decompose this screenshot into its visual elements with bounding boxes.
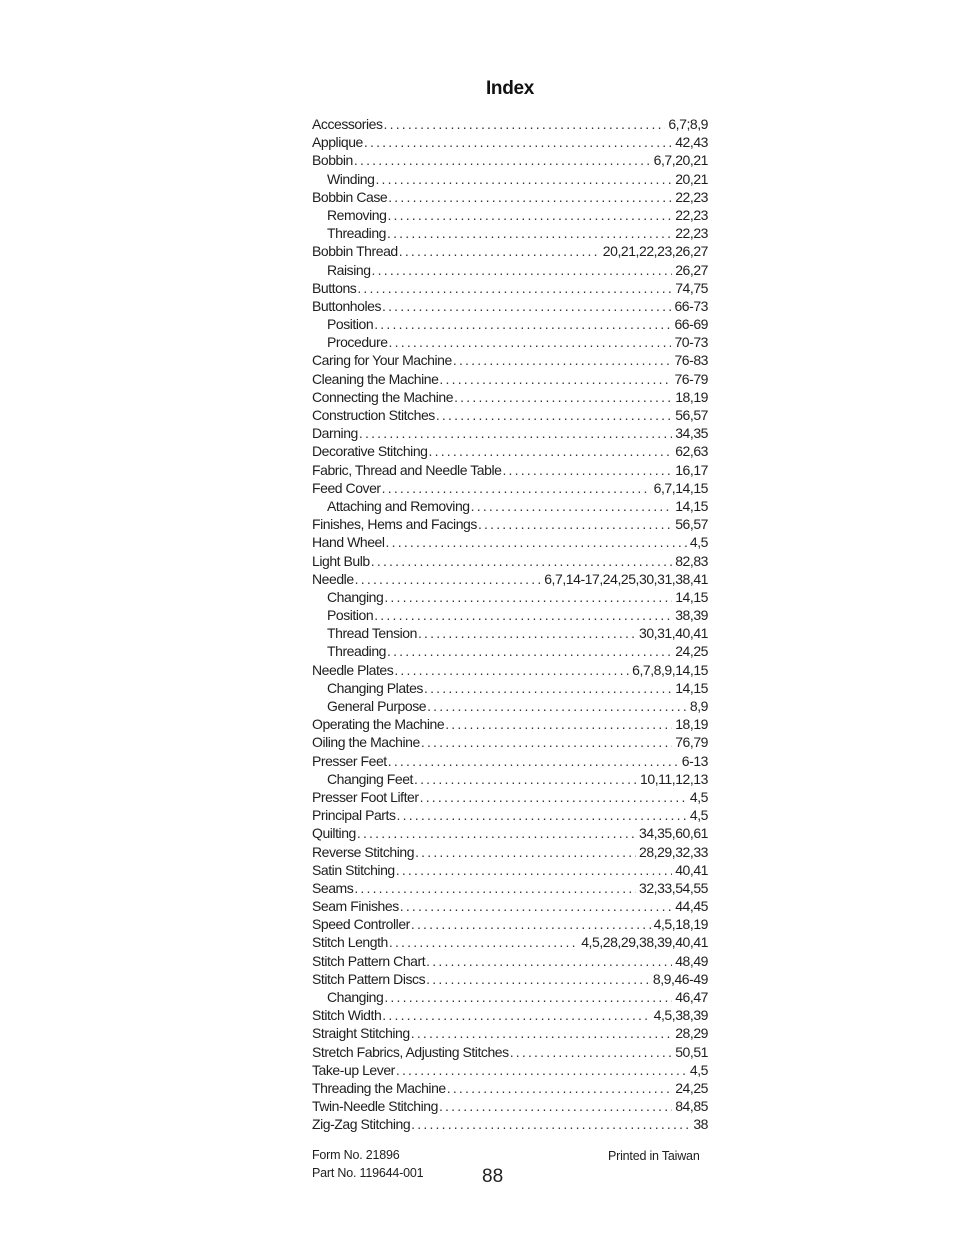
index-pages: 6,7,20,21 [653, 152, 708, 169]
index-entry [312, 351, 708, 369]
index-term: Zig-Zag Stitching [312, 1116, 411, 1133]
dot-leader [396, 861, 672, 879]
page-title: Index [485, 78, 535, 99]
index-pages: 20,21,22,23,26,27 [602, 243, 708, 260]
index-term: Feed Cover [312, 479, 381, 496]
dot-leader [374, 606, 672, 624]
index-term: Twin-Needle Stitching [312, 1098, 438, 1115]
index-entry [312, 297, 708, 315]
dot-leader [355, 570, 542, 588]
index-entry [312, 933, 708, 951]
index-pages: 6,7,14-17,24,25,30,31,38,41 [544, 570, 708, 587]
dot-leader [388, 752, 679, 770]
index-pages: 50,51 [675, 1043, 708, 1060]
index-term: Operating the Machine [312, 716, 445, 733]
dot-leader [453, 351, 672, 369]
index-term: Procedure [327, 334, 388, 351]
index-entry [312, 370, 708, 388]
index-subentry [312, 224, 708, 242]
dot-leader [372, 261, 673, 279]
index-entry [312, 661, 708, 679]
index-pages: 48,49 [675, 952, 708, 969]
index-pages: 14,15 [675, 588, 708, 605]
dot-leader [454, 388, 672, 406]
index-term: Thread Tension [327, 625, 417, 642]
index-subentry [312, 333, 708, 351]
dot-leader [389, 933, 578, 951]
index-term: Caring for Your Machine [312, 352, 452, 369]
index-term: Needle [312, 570, 354, 587]
index-pages: 30,31,40,41 [638, 625, 708, 642]
index-term: Fabric, Thread and Needle Table [312, 461, 502, 478]
index-entry [312, 188, 708, 206]
dot-leader [510, 1043, 673, 1061]
index-pages: 66-69 [674, 316, 708, 333]
index-term: Seam Finishes [312, 898, 399, 915]
index-subentry [312, 170, 708, 188]
index-pages: 14,15 [675, 679, 708, 696]
index-subentry [312, 679, 708, 697]
index-pages: 14,15 [675, 497, 708, 514]
index-entry [312, 897, 708, 915]
index-entry [312, 533, 708, 551]
index-subentry [312, 606, 708, 624]
index-pages: 76-83 [674, 352, 708, 369]
index-entry [312, 843, 708, 861]
printed-in-label: Printed in Taiwan [608, 1149, 700, 1163]
index-pages: 34,35 [675, 425, 708, 442]
dot-leader [382, 1006, 650, 1024]
index-pages: 70-73 [674, 334, 708, 351]
dot-leader [421, 733, 672, 751]
index-pages: 4,5 [689, 1061, 708, 1078]
index-pages: 18,19 [675, 388, 708, 405]
dot-leader [382, 297, 671, 315]
index-term: Attaching and Removing [327, 497, 470, 514]
dot-leader [354, 879, 636, 897]
index-pages: 4,5,28,29,38,39,40,41 [581, 934, 708, 951]
dot-leader [478, 515, 672, 533]
index-subentry [312, 642, 708, 660]
index-subentry [312, 588, 708, 606]
index-pages: 40,41 [675, 861, 708, 878]
dot-leader [427, 697, 687, 715]
index-pages: 22,23 [675, 188, 708, 205]
index-entry [312, 952, 708, 970]
index-entry [312, 861, 708, 879]
index-pages: 24,25 [675, 1079, 708, 1096]
index-entry [312, 388, 708, 406]
index-term: Stitch Pattern Chart [312, 952, 426, 969]
index-subentry [312, 497, 708, 515]
dot-leader [394, 661, 629, 679]
dot-leader [502, 461, 672, 479]
index-entry [312, 915, 708, 933]
dot-leader [371, 552, 672, 570]
index-pages: 6,7;8,9 [668, 116, 708, 132]
dot-leader [359, 424, 672, 442]
dot-leader [374, 315, 671, 333]
dot-leader [396, 1061, 687, 1079]
index-term: Oiling the Machine [312, 734, 420, 751]
index-term: Changing [327, 989, 384, 1005]
index-pages: 38 [693, 1116, 708, 1133]
index-pages: 16,17 [675, 461, 708, 478]
index-entry [312, 1024, 708, 1042]
dot-leader [420, 788, 687, 806]
dot-leader [357, 824, 636, 842]
index-subentry [312, 988, 708, 1006]
index-entry [312, 806, 708, 824]
index-term: Presser Foot Lifter [312, 788, 419, 805]
index-list [312, 115, 708, 1134]
index-entry [312, 461, 708, 479]
index-pages: 6-13 [681, 752, 708, 769]
index-term: Bobbin Thread [312, 243, 398, 260]
index-pages: 76,79 [675, 734, 708, 751]
index-term: Reverse Stitching [312, 843, 415, 860]
dot-leader [382, 479, 651, 497]
index-subentry [312, 770, 708, 788]
index-term: General Purpose [327, 698, 427, 714]
index-term: Finishes, Hems and Facings [312, 516, 477, 533]
index-term: Connecting the Machine [312, 388, 454, 405]
dot-leader [354, 151, 651, 169]
dot-leader [389, 333, 672, 351]
dot-leader [426, 952, 672, 970]
dot-leader [386, 533, 687, 551]
index-pages: 62,63 [675, 443, 708, 460]
index-pages: 76-79 [674, 370, 708, 387]
index-subentry [312, 624, 708, 642]
index-term: Position [327, 316, 374, 333]
index-entry [312, 479, 708, 497]
index-entry [312, 970, 708, 988]
index-subentry [312, 315, 708, 333]
index-term: Threading [327, 643, 386, 660]
dot-leader [424, 679, 672, 697]
index-pages: 8,9,46-49 [652, 970, 708, 987]
index-entry [312, 570, 708, 588]
index-entry [312, 788, 708, 806]
dot-leader [387, 224, 672, 242]
form-number: Form No. 21896 [312, 1148, 400, 1162]
index-pages: 8,9 [689, 698, 708, 714]
index-term: Presser Feet [312, 752, 387, 769]
dot-leader [411, 1024, 672, 1042]
dot-leader [436, 406, 672, 424]
index-entry [312, 733, 708, 751]
index-entry [312, 151, 708, 169]
index-pages: 66-73 [674, 297, 708, 314]
index-pages: 56,57 [675, 516, 708, 533]
dot-leader [357, 279, 672, 297]
index-subentry [312, 206, 708, 224]
index-term: Cleaning the Machine [312, 370, 439, 387]
dot-leader [384, 988, 672, 1006]
index-pages: 32,33,54,55 [638, 879, 708, 896]
index-entry [312, 824, 708, 842]
index-term: Changing [327, 588, 384, 605]
index-term: Threading the Machine [312, 1079, 446, 1096]
index-entry [312, 715, 708, 733]
dot-leader [447, 1079, 672, 1097]
index-term: Stitch Width [312, 1007, 382, 1024]
index-term: Raising [327, 261, 371, 278]
index-entry [312, 424, 708, 442]
dot-leader [384, 588, 672, 606]
index-term: Removing [327, 206, 387, 223]
dot-leader [387, 642, 672, 660]
dot-leader [387, 206, 672, 224]
index-pages: 34,35,60,61 [638, 825, 708, 842]
dot-leader [414, 770, 637, 788]
index-term: Take-up Lever [312, 1061, 395, 1078]
index-pages: 24,25 [675, 643, 708, 660]
index-term: Speed Controller [312, 916, 410, 933]
index-pages: 28,29,32,33 [638, 843, 708, 860]
index-term: Quilting [312, 825, 356, 842]
index-term: Straight Stitching [312, 1025, 410, 1042]
index-term: Decorative Stitching [312, 443, 428, 460]
index-pages: 44,45 [675, 898, 708, 915]
index-pages: 4,5 [689, 788, 708, 805]
dot-leader [411, 915, 651, 933]
index-term: Stitch Pattern Discs [312, 970, 426, 987]
index-term: Threading [327, 225, 386, 242]
index-entry [312, 442, 708, 460]
index-pages: 22,23 [675, 225, 708, 242]
index-entry [312, 515, 708, 533]
index-term: Buttonholes [312, 297, 381, 314]
dot-leader [400, 897, 672, 915]
index-entry [312, 279, 708, 297]
index-pages: 84,85 [675, 1098, 708, 1115]
index-term: Construction Stitches [312, 407, 435, 423]
index-pages: 20,21 [675, 170, 708, 187]
index-term: Seams [312, 879, 354, 896]
index-pages: 4,5,38,39 [653, 1007, 708, 1024]
index-pages: 28,29 [675, 1025, 708, 1042]
index-entry [312, 1115, 708, 1133]
index-pages: 38,39 [675, 607, 708, 624]
page-number: 88 [482, 1166, 504, 1187]
dot-leader [364, 133, 672, 151]
index-pages: 74,75 [675, 279, 708, 296]
index-entry [312, 752, 708, 770]
dot-leader [384, 115, 666, 133]
index-entry [312, 552, 708, 570]
index-term: Needle Plates [312, 661, 394, 678]
index-term: Position [327, 607, 374, 624]
index-entry [312, 242, 708, 260]
index-pages: 6,7,14,15 [653, 479, 708, 496]
index-pages: 46,47 [675, 989, 708, 1005]
index-term: Changing Feet [327, 770, 413, 787]
index-term: Hand Wheel [312, 534, 385, 551]
index-entry [312, 406, 708, 424]
index-pages: 18,19 [675, 716, 708, 733]
dot-leader [445, 715, 672, 733]
dot-leader [397, 806, 687, 824]
index-subentry [312, 697, 708, 715]
index-entry [312, 1079, 708, 1097]
part-number: Part No. 119644-001 [312, 1166, 424, 1180]
index-entry [312, 1061, 708, 1079]
dot-leader [426, 970, 650, 988]
index-term: Buttons [312, 279, 357, 296]
index-subentry [312, 261, 708, 279]
index-term: Applique [312, 134, 363, 151]
dot-leader [418, 624, 636, 642]
index-term: Bobbin [312, 152, 353, 169]
index-entry [312, 1043, 708, 1061]
dot-leader [411, 1115, 690, 1133]
index-pages: 6,7,8,9,14,15 [632, 661, 708, 678]
index-term: Satin Stitching [312, 861, 395, 878]
index-pages: 26,27 [675, 261, 708, 278]
index-pages: 56,57 [675, 407, 708, 423]
index-term: Stitch Length [312, 934, 388, 951]
index-pages: 4,5 [689, 534, 708, 551]
dot-leader [429, 442, 673, 460]
index-term: Light Bulb [312, 552, 370, 569]
index-term: Accessories [312, 116, 383, 132]
index-entry [312, 133, 708, 151]
index-pages: 4,5 [689, 807, 708, 824]
index-pages: 82,83 [675, 552, 708, 569]
index-entry [312, 879, 708, 897]
dot-leader [471, 497, 673, 515]
dot-leader [439, 370, 671, 388]
dot-leader [439, 1097, 672, 1115]
dot-leader [375, 170, 672, 188]
index-pages: 10,11,12,13 [640, 770, 708, 787]
dot-leader [415, 843, 636, 861]
index-term: Darning [312, 425, 358, 442]
index-entry [312, 115, 708, 133]
index-term: Principal Parts [312, 807, 396, 824]
index-term: Changing Plates [327, 679, 423, 696]
index-term: Winding [327, 170, 375, 187]
dot-leader [399, 242, 600, 260]
index-pages: 4,5,18,19 [653, 916, 708, 933]
dot-leader [388, 188, 672, 206]
index-pages: 42,43 [675, 134, 708, 151]
index-pages: 22,23 [675, 206, 708, 223]
index-term: Stretch Fabrics, Adjusting Stitches [312, 1043, 509, 1060]
index-term: Bobbin Case [312, 188, 388, 205]
index-entry [312, 1006, 708, 1024]
index-entry [312, 1097, 708, 1115]
